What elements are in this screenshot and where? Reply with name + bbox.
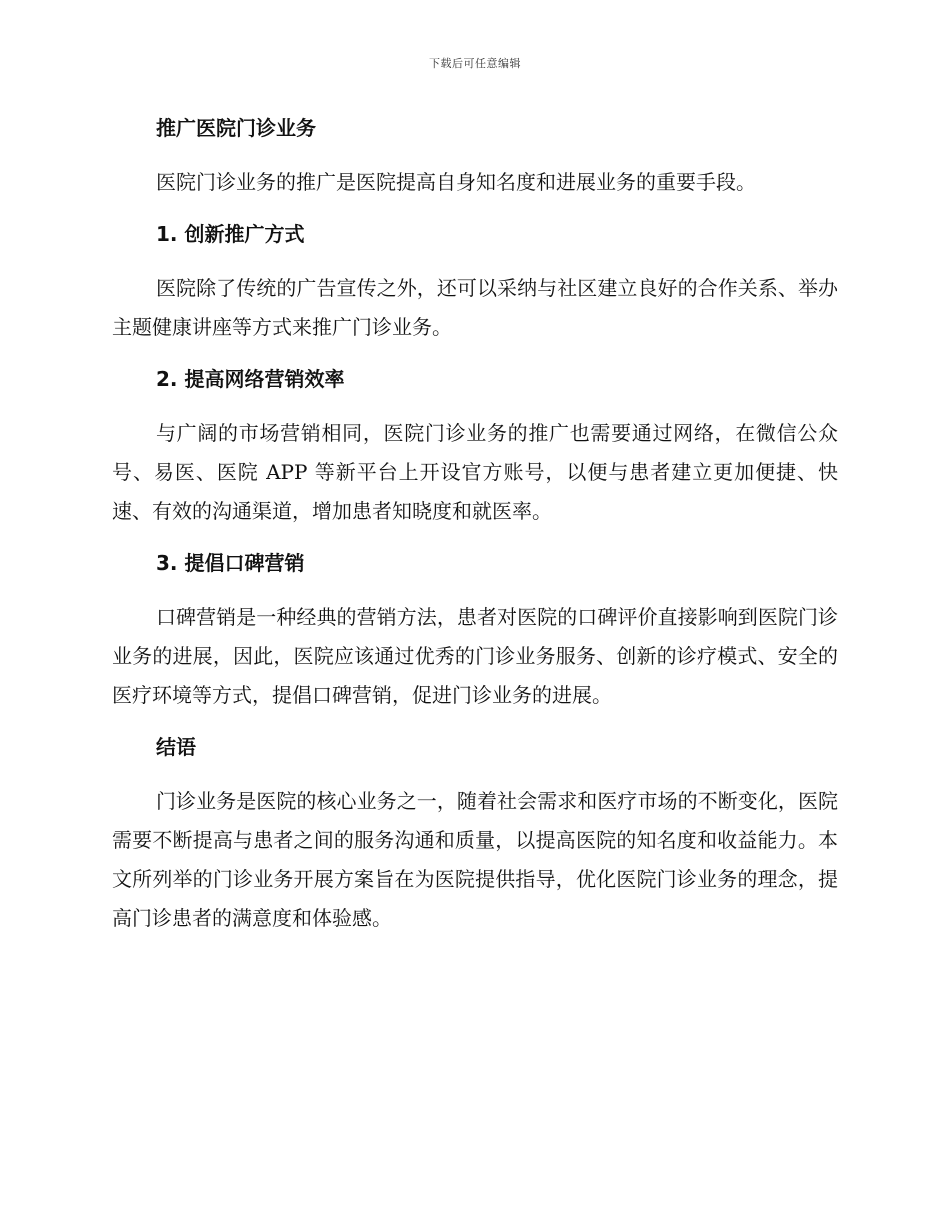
section-heading-promotion: 推广医院门诊业务 bbox=[156, 116, 316, 140]
section-heading-innovation: 1. 创新推广方式 bbox=[156, 222, 305, 246]
paragraph-promotion-intro: 医院门诊业务的推广是医院提高自身知名度和进展业务的重要手段。 bbox=[156, 170, 756, 194]
paragraph-word-of-mouth: 口碑营销是一种经典的营销方法，患者对医院的口碑评价直接影响到医院门诊业务的进展，因此，医院应该通过优秀的门诊业务服务、创新的诊疗模式、安全的医疗环境等方式，提倡口碑营销，促进门诊业务的进展。 bbox=[112, 605, 838, 707]
section-heading-conclusion: 结语 bbox=[156, 735, 196, 759]
paragraph-innovation: 医院除了传统的广告宣传之外，还可以采纳与社区建立良好的合作关系、举办主题健康讲座等方式来推广门诊业务。 bbox=[112, 276, 838, 339]
page-header: 下载后可任意编辑 bbox=[429, 57, 521, 70]
paragraph-conclusion: 门诊业务是医院的核心业务之一，随着社会需求和医疗市场的不断变化，医院需要不断提高与患者之间的服务沟通和质量，以提高医院的知名度和收益能力。本文所列举的门诊业务开展方案旨在为医院提供指导，优化医院门诊业务的理念，提高门诊患者的满意度和体验感。 bbox=[112, 789, 838, 930]
paragraph-online-marketing: 与广阔的市场营销相同，医院门诊业务的推广也需要通过网络，在微信公众号、易医、医院 APP 等新平台上开设官方账号，以便与患者建立更加便捷、快速、有效的沟通渠道，增加患者知晓度和就医率。 bbox=[112, 421, 838, 523]
document-body bbox=[112, 108, 838, 950]
section-heading-online-marketing: 2. 提高网络营销效率 bbox=[156, 367, 345, 391]
section-heading-word-of-mouth: 3. 提倡口碑营销 bbox=[156, 551, 305, 575]
